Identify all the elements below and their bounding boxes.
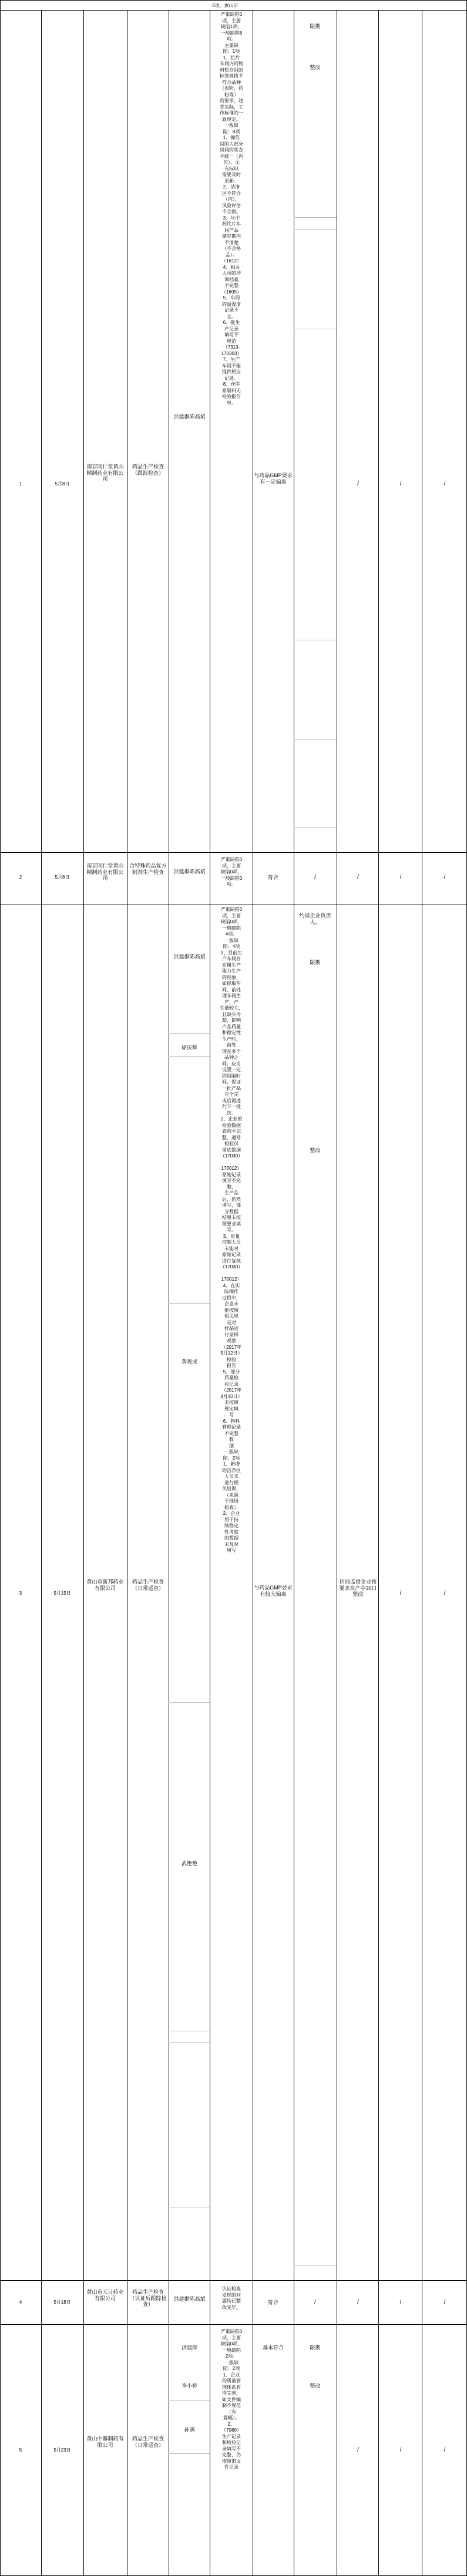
defect-line: 检验报告 — [222, 394, 241, 399]
top-fragment-text: 3项，黄山市 — [212, 3, 238, 8]
defect-line: 170303） — [221, 350, 242, 356]
defect-line: 车间不能 — [222, 363, 241, 369]
defect-line: 理车间生 — [222, 993, 241, 998]
row4-defects — [211, 2286, 251, 2311]
row1-handling-c: / — [444, 481, 446, 487]
defect-line: 观察 — [227, 1338, 236, 1343]
defect-line: 结果未按 — [222, 1215, 241, 1220]
defect-line: 不全面。 — [222, 209, 241, 214]
defect-line: 理体系有 — [222, 2384, 241, 2390]
defect-line — [211, 1271, 251, 1277]
defect-line: 填写，部 — [222, 1203, 241, 1208]
defect-line: 完整，仍 — [222, 2452, 241, 2457]
row4-type: 药品生产检查（认证后跟踪检查） — [129, 2289, 167, 2307]
defect-line: 陷：4项 — [223, 944, 240, 949]
row4-inspector: 洪建群陈高斌 — [173, 2296, 206, 2302]
defect-line: 检验 — [227, 1356, 236, 1362]
defect-line: 4、在实 — [223, 1282, 240, 1288]
grid-line — [169, 2042, 210, 2043]
defect-line: （7080） — [221, 2428, 241, 2433]
defect-line: 有标识 — [224, 166, 238, 171]
defect-line: 却，影响 — [222, 1018, 241, 1023]
row5-no: 5 — [19, 2447, 22, 2453]
defect-line: 次。 — [227, 1110, 236, 1116]
defect-line: 的质量管 — [222, 2378, 241, 2383]
defect-line: 5月12日） — [220, 1351, 243, 1356]
defect-line: 主要缺 — [224, 42, 238, 48]
defect-line: 1、目前生 — [220, 950, 243, 956]
row2-no: 2 — [19, 875, 22, 880]
row1-date: 5月8日 — [55, 481, 70, 487]
defect-line: 记录不 — [224, 308, 238, 313]
row2-date: 5月8日 — [55, 875, 70, 880]
defect-line: 产车间存 — [222, 956, 241, 961]
defect-line: 的现象， — [222, 974, 241, 980]
defect-line: 的要求，违 — [220, 98, 243, 103]
defect-line: 待完善， — [222, 2391, 241, 2396]
defect-line: 性考察 — [224, 1529, 238, 1535]
defect-line: 训档案 — [224, 276, 238, 282]
defect-line: 5、部分 — [223, 1369, 240, 1375]
defect-line: 生量较大， — [220, 1005, 243, 1011]
defect-line: 写。 — [227, 1227, 236, 1233]
row1-conclusion: 与药品GMP要求有一定偏离 — [254, 472, 293, 485]
row-sep-3 — [0, 2280, 467, 2281]
defect-line: 验记录 — [224, 1381, 238, 1387]
defect-line: 产品质量 — [222, 1024, 241, 1029]
row5-inspector-2: 李小桥 — [181, 2383, 197, 2389]
defect-line: （7313- — [223, 345, 240, 350]
defect-line: 照要求填 — [222, 1221, 241, 1227]
defect-line: 缺陷0项， — [220, 919, 243, 924]
row4-handling-b: / — [399, 2299, 402, 2305]
row1-rectify-mid: 整改 — [310, 65, 321, 70]
defect-line: 的温湿度 — [222, 301, 241, 307]
defect-line: 2、洁净 — [223, 184, 240, 190]
defect-line: 品）。 — [226, 252, 237, 258]
defect-line: 作标准的一 — [220, 110, 243, 116]
defect-line: 4月10日） — [220, 1393, 243, 1399]
defect-line: 件记录 — [224, 2464, 238, 2470]
row5-company: 黄山中馨制药有限公司 — [86, 2436, 124, 2448]
defect-line: 一般缺陷 — [222, 925, 241, 931]
row5-conclusion: 基本符合 — [262, 2345, 284, 2351]
defect-line: 一般缺陷 — [222, 2347, 241, 2353]
defect-line: 前处 — [227, 1042, 236, 1048]
defect-line: （来源 — [224, 1492, 238, 1498]
defect-line: 规范 — [227, 338, 236, 344]
defect-line: 未及时 — [224, 1541, 238, 1547]
defect-line: 设置一定 — [222, 1067, 241, 1072]
defect-line: 缺陷0项， — [220, 2341, 243, 2347]
defect-line: 缺陷0项， — [220, 869, 243, 875]
row3-handling-a: 区局监督企业按要求在产中30日整改 — [339, 1579, 377, 1597]
row2-handling-a: / — [357, 874, 359, 880]
defect-line: 2、企业的 — [220, 1116, 243, 1122]
defect-line: 区不符合 — [222, 190, 241, 196]
defect-line: 用于持 — [224, 1517, 238, 1522]
row2-handling-c: / — [444, 874, 446, 880]
defect-line: 7、生产 — [223, 357, 240, 362]
row3-rectify-mid: 限期 — [310, 960, 321, 965]
defect-line: 报告 — [227, 1363, 236, 1368]
defect-line: 生产品 — [224, 1190, 238, 1196]
row3-inspector-3: 黄观成 — [181, 1359, 197, 1365]
defect-line: 170012） — [221, 1277, 242, 1282]
defect-line: 填写不 — [224, 332, 238, 337]
defect-line: 据 — [229, 1443, 234, 1449]
row4-no: 4 — [19, 2300, 22, 2305]
defect-line: 生产时， — [222, 1036, 241, 1042]
row1-no: 1 — [19, 481, 22, 487]
row2-rectify: / — [314, 874, 316, 880]
defect-line: 更新。 — [224, 178, 238, 184]
defect-line: 陷：2项 — [223, 1455, 240, 1461]
defect-line: 全。 — [227, 313, 236, 319]
defect-line: （有 — [227, 2409, 236, 2415]
defect-line: 严重缺陷0 — [220, 2329, 243, 2334]
col-border-2 — [83, 11, 84, 2576]
defect-line: 质量检 — [224, 1375, 238, 1380]
row3-date: 5月15日 — [53, 1591, 71, 1596]
defect-line: 认证检查 — [222, 2286, 241, 2291]
defect-line: 1、企业 — [223, 2372, 240, 2378]
defect-line: 一批产品 — [222, 1085, 241, 1091]
defect-line: 样品进 — [224, 1326, 238, 1331]
defect-line: 严重缺陷0 — [220, 907, 243, 912]
row-sep-1 — [0, 852, 467, 853]
defect-line: （内）， — [223, 197, 240, 202]
defect-line: 篇幅）。 — [223, 2415, 240, 2420]
defect-line: 发现的问 — [222, 2292, 241, 2298]
grid-line — [169, 1702, 210, 1703]
defect-line: 填写不完 — [222, 1178, 241, 1183]
defect-line: 致规定。 — [222, 116, 241, 122]
defect-line: 4项。 — [225, 931, 238, 937]
defect-line: 且缺少冷 — [222, 1011, 241, 1017]
defect-line: 定对 — [227, 1319, 236, 1325]
defect-line: （17030） — [220, 1153, 243, 1159]
defect-line: 陷：2项 — [223, 2366, 240, 2371]
row1-handling-a: / — [357, 481, 359, 487]
row3-handling-b: / — [399, 1590, 402, 1596]
defect-line: （看粉、药 — [220, 86, 243, 91]
defect-line: 车间内的物 — [220, 61, 243, 66]
defect-line: 记录。 — [224, 375, 238, 381]
row4-date: 5月18日 — [53, 2300, 71, 2305]
defect-line: 原辅料无 — [222, 387, 241, 393]
row1-inspector: 洪建群陈高斌 — [173, 414, 206, 420]
defect-line: 和检验记 — [222, 2440, 241, 2445]
row-sep-4 — [0, 2324, 467, 2325]
defect-line: 数 — [229, 1437, 234, 1442]
row3-handling-c: / — [444, 1590, 446, 1596]
defect-line: 理在多个 — [222, 1048, 241, 1054]
defect-line: 进行复核 — [222, 1258, 241, 1264]
row5-type: 药品生产检查（日常巡查） — [132, 2436, 164, 2448]
defect-line: 6、批生 — [223, 320, 240, 325]
defect-line: 和稳定性 — [222, 1030, 241, 1035]
defect-line: 品种之 — [224, 1055, 238, 1060]
defect-line: 检验仅 — [224, 1141, 238, 1146]
grid-line — [169, 2453, 210, 2454]
defect-line: 不统一（内 — [220, 153, 243, 159]
defect-line: 查询不完 — [222, 1129, 241, 1134]
defect-line: 符合品种 — [222, 79, 241, 85]
defect-line: 不完整 — [224, 283, 238, 288]
defect-line: 包），无 — [223, 160, 240, 165]
defect-line: 储存期内 — [222, 234, 241, 239]
row5-handling-c: / — [444, 2447, 446, 2453]
defect-line: 产，产 — [224, 999, 238, 1005]
defect-line: 一般缺 — [224, 937, 238, 943]
grid-line — [169, 1303, 210, 1304]
defect-line: 3、质量 — [223, 1233, 240, 1239]
row1-company: 南京同仁堂黄山精制药业有限公司 — [86, 464, 124, 482]
defect-line: 检查） — [224, 1504, 238, 1510]
row1-defects — [211, 12, 251, 406]
row5-handling-a: / — [357, 2447, 359, 2453]
row3-rectify-low: 整改 — [310, 1147, 321, 1153]
col-border-9 — [378, 11, 379, 2576]
defect-line: 一般缺陷8 — [220, 30, 243, 36]
defect-line: 8、仓库 — [223, 381, 240, 387]
row2-conclusion: 符合 — [267, 875, 278, 880]
defect-line: 能按照 — [224, 1307, 238, 1313]
row2-company: 南京同仁堂黄山精制药业有限公司 — [86, 863, 124, 881]
row4-conclusion: 符合 — [267, 2300, 278, 2305]
defect-line: （1612） — [221, 258, 241, 264]
row2-type: 含特殊药品复方制剂生产检查 — [129, 863, 167, 875]
defect-line: 的数据 — [224, 1535, 238, 1541]
row5-inspector-3: 孙满 — [184, 2427, 195, 2433]
row5-rectify-mid: 整改 — [310, 2383, 321, 2389]
defect-line: 整， — [227, 1184, 236, 1190]
row5-date: 5月23日 — [53, 2447, 71, 2453]
defect-line: 进行相 — [224, 1480, 238, 1485]
defect-line: 企业未 — [224, 1301, 238, 1306]
row2-handling-b: / — [399, 874, 402, 880]
row3-conclusion: 与药品GMP要求有较大偏离 — [254, 1585, 293, 1597]
defect-line: 行留样 — [224, 1332, 238, 1338]
defect-line: 原始记录 — [222, 1252, 241, 1257]
defect-line: 陷：1项 — [223, 49, 240, 54]
defect-line: 1、操作 — [223, 135, 240, 140]
defect-line: （17030） — [220, 1264, 243, 1270]
defect-line: 管理记录 — [222, 1424, 241, 1430]
row3-type: 药品生产检查（日常巡查） — [132, 1579, 164, 1591]
defect-line: 项，主要 — [222, 863, 241, 869]
defect-line: 单。 — [227, 400, 236, 406]
defect-line: 不完整 — [224, 1430, 238, 1436]
row2-defects — [211, 857, 251, 888]
defect-line: 需要及时 — [222, 172, 241, 177]
defect-line: 过程中， — [222, 1295, 241, 1301]
row5-defects — [211, 2329, 251, 2471]
defect-line: 检验数据 — [222, 1122, 241, 1128]
defect-line: 行下一批 — [222, 1104, 241, 1109]
defect-line: 控制人员 — [222, 1240, 241, 1245]
defect-line: 如提取车 — [222, 981, 241, 986]
row4-rectify: / — [314, 2299, 316, 2305]
top-continuation-bar — [0, 0, 467, 11]
defect-line: 项，主要 — [222, 2335, 241, 2341]
defect-line: 如文件编 — [222, 2396, 241, 2402]
defect-line: 填写 — [227, 1548, 236, 1553]
defect-line: 项。 — [227, 36, 236, 42]
row3-inspector-4: 武艳艳 — [181, 1861, 197, 1866]
defect-line: 整，通常 — [222, 1135, 241, 1140]
defect-line: 一般缺 — [224, 123, 238, 128]
defect-line: 人员的培 — [222, 271, 241, 276]
defect-line: 规定填 — [224, 1406, 238, 1412]
defect-line: 背实际，工 — [220, 104, 243, 110]
row2-inspector: 洪建群陈高斌 — [173, 869, 206, 875]
row5-rectify-top: 限期 — [310, 2345, 321, 2351]
row1-handling-b: / — [399, 481, 402, 487]
defect-line: 关培训， — [222, 1486, 241, 1491]
defect-line: 写 — [229, 1412, 234, 1417]
row3-rectify-top: 约谈企业负责人， — [299, 913, 331, 925]
defect-line: 2、企业 — [223, 1511, 240, 1516]
defect-line: 2、 — [227, 2421, 236, 2427]
defect-line: 标签规格不 — [220, 73, 243, 79]
defect-line: 后，仍然 — [222, 1196, 241, 1202]
defect-line: 严重缺陷0 — [220, 857, 243, 862]
defect-line: 人员未 — [224, 1474, 238, 1479]
defect-line: 相关规 — [224, 1314, 238, 1319]
defect-line: 产记录 — [224, 326, 238, 332]
row3-inspector-1: 洪建群陈高斌 — [173, 954, 206, 960]
defect-line: 3、与中 — [223, 215, 240, 221]
defect-line: （1605） — [221, 289, 241, 295]
defect-line: 分数据 — [224, 1208, 238, 1214]
defect-line: 一般缺陷0 — [220, 875, 243, 881]
defect-line: （2017年 — [221, 1387, 241, 1393]
defect-line: 未能对 — [224, 1245, 238, 1251]
defect-line: 1、新增 — [223, 1461, 240, 1467]
defect-line: 药饮片车 — [222, 221, 241, 227]
defect-line: 制不规范 — [222, 2403, 241, 2408]
defect-line: 缺陷1项， — [220, 24, 243, 29]
row4-handling-c: / — [444, 2299, 446, 2305]
col-border-0 — [0, 11, 1, 2576]
defect-line: 项，主要 — [222, 18, 241, 23]
defect-line: 续稳定 — [224, 1523, 238, 1528]
defect-line: 按照旧文 — [222, 2458, 241, 2464]
defect-line: 2项。 — [225, 2354, 238, 2359]
defect-line: 间，保证 — [222, 1079, 241, 1085]
defect-line: （2017年 — [221, 1344, 241, 1350]
defect-line: 6、物料 — [223, 1418, 240, 1424]
defect-line: 间产品 — [224, 227, 238, 233]
defect-line: 间的大部分 — [220, 141, 243, 147]
defect-line: 陷：8项 — [223, 129, 240, 134]
row1-type: 药品生产检查（跟踪检查） — [132, 464, 164, 476]
defect-line: 改完毕。 — [222, 2304, 241, 2310]
defect-line: 一般缺 — [224, 1449, 238, 1454]
defect-line: 成后再进 — [222, 1098, 241, 1103]
defect-line: 录填写不 — [222, 2446, 241, 2452]
defect-line: 生产记录 — [222, 2433, 241, 2439]
defect-line: 间、前处 — [222, 987, 241, 992]
row4-handling-a: / — [357, 2299, 359, 2305]
defect-line: 原始记录 — [222, 1171, 241, 1177]
row3-company: 黄山市新邦药业有限公司 — [86, 1579, 124, 1591]
grid-line — [169, 1056, 210, 1057]
defect-line: 在粗生产 — [222, 962, 241, 968]
defect-line: 的间隔时 — [222, 1073, 241, 1079]
defect-line: 留底数据 — [222, 1147, 241, 1153]
defect-line: 1、拉片 — [223, 55, 240, 60]
row3-inspector-2: 徐庆辉 — [181, 1045, 197, 1051]
defect-line: 粉等） — [224, 92, 238, 97]
row3-no: 3 — [19, 1591, 22, 1596]
defect-line: 提供相应 — [222, 369, 241, 374]
defect-line: 4、相关 — [223, 264, 240, 270]
defect-line: 房间的状态 — [220, 147, 243, 153]
grid-line — [169, 1033, 210, 1034]
row4-company: 黄山市天目药业有限公司 — [86, 2289, 124, 2301]
defect-line: 不清楚 — [224, 239, 238, 245]
defect-line: 一般缺 — [224, 2359, 238, 2365]
row3-defects — [211, 907, 251, 1554]
defect-line: 未按照 — [224, 1400, 238, 1405]
defect-line: 项，主要 — [222, 913, 241, 919]
defect-line: 于现场 — [224, 1498, 238, 1504]
defect-line: （不合格 — [222, 246, 241, 251]
defect-line: 项。 — [227, 882, 236, 887]
defect-line: 料暂存间的 — [220, 67, 243, 73]
col-border-1 — [41, 11, 42, 2576]
defect-line: 完全完 — [224, 1092, 238, 1097]
row1-rectify-top: 限期 — [310, 23, 321, 29]
defect-line: 题均已整 — [222, 2298, 241, 2304]
defect-line: 间，应当 — [222, 1061, 241, 1066]
defect-line: 5、车间 — [223, 295, 240, 301]
grid-line — [294, 217, 337, 218]
defect-line: 风险评估 — [222, 202, 241, 208]
row5-handling-b: / — [399, 2447, 402, 2453]
defect-line: 170012） — [221, 1166, 242, 1171]
defect-line: 严重缺陷0 — [220, 12, 243, 17]
defect-line: 的洁净区 — [222, 1467, 241, 1473]
defect-line — [211, 1160, 251, 1166]
row5-inspector-1: 洪建群 — [181, 2345, 197, 2351]
defect-line: 能力生产 — [222, 968, 241, 974]
defect-line: 际操作 — [224, 1289, 238, 1294]
